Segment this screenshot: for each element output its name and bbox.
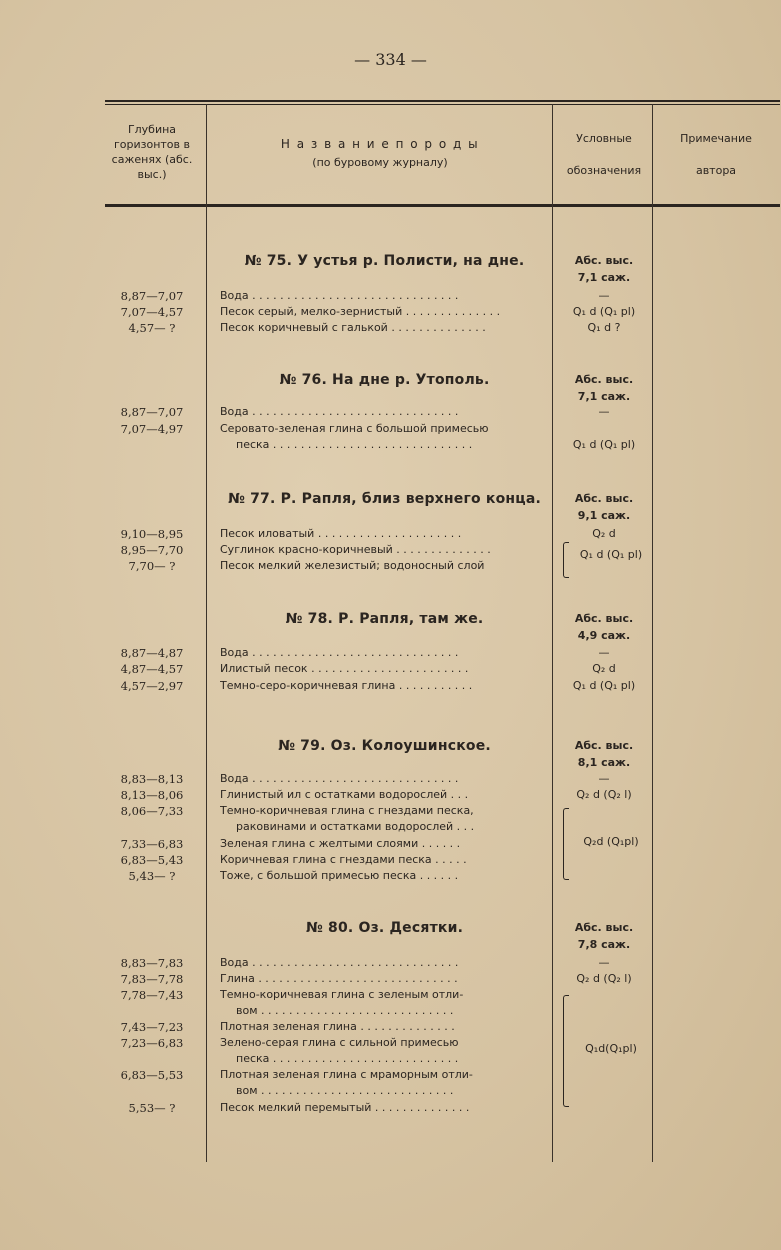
absolute-elevation: 7,1 саж. — [577, 271, 631, 284]
rock-description: Песок коричневый с галькой . . . . . . . . . . . . . . — [220, 321, 486, 334]
depth-range: 7,07—4,97 — [120, 422, 184, 436]
table-row — [0, 1100, 781, 1116]
conventional-symbol: Q₁ d (Q₁ pl) — [572, 438, 636, 451]
conventional-symbol: Q₁ d ? — [587, 321, 621, 334]
header-notes-1: Примечание — [680, 132, 752, 145]
group-symbol: Q₂d (Q₁pl) — [583, 835, 639, 848]
conventional-symbol: Q₂ d — [592, 662, 616, 675]
group-symbol: Q₁ d (Q₁ pl) — [579, 548, 643, 561]
table-row — [0, 1067, 781, 1083]
depth-range: 6,83—5,43 — [120, 853, 184, 867]
rock-description: Песок мелкий перемытый . . . . . . . . . . . . . . — [220, 1101, 470, 1114]
depth-range: 8,06—7,33 — [120, 804, 184, 818]
depth-range: 7,23—6,83 — [120, 1036, 184, 1050]
table-row — [0, 852, 781, 868]
depth-range: 8,87—7,07 — [120, 405, 184, 419]
absolute-elevation: 7,1 саж. — [577, 390, 631, 403]
conventional-symbol: Q₂ d (Q₂ l) — [576, 972, 632, 985]
depth-range: 8,83—8,13 — [120, 772, 184, 786]
absolute-elevation: 7,8 саж. — [577, 938, 631, 951]
table-row — [0, 558, 781, 574]
depth-range: 8,95—7,70 — [120, 543, 184, 557]
rock-description: Коричневая глина с гнездами песка . . . . . — [220, 853, 467, 866]
rock-description: Вода . . . . . . . . . . . . . . . . . . . . . . . . . . . . . . — [220, 956, 459, 969]
absolute-elevation: Абс. выс. — [574, 254, 634, 267]
rock-description: Вода . . . . . . . . . . . . . . . . . . . . . . . . . . . . . . — [220, 646, 459, 659]
header-symbols-2: обозначения — [566, 164, 642, 177]
rock-description: Илистый песок . . . . . . . . . . . . . . . . . . . . . . . — [220, 662, 469, 675]
depth-range: 8,13—8,06 — [120, 788, 184, 802]
depth-range: 4,57—2,97 — [120, 679, 184, 693]
header-symbols-1: Условные — [576, 132, 632, 145]
section-title: № 78. Р. Рапля, там же. — [285, 611, 484, 627]
table-row — [0, 678, 781, 694]
rock-description: Песок серый, мелко-зернистый . . . . . . . . . . . . . . — [220, 305, 501, 318]
table-row — [0, 288, 781, 304]
depth-range: 8,83—7,83 — [120, 956, 184, 970]
rock-description: Плотная зеленая глина с мраморным отли- — [220, 1068, 473, 1081]
depth-range: 7,70— ? — [128, 559, 176, 573]
table-row — [0, 320, 781, 336]
header-depth: Глубина горизонтов в саженях (абс. выс.) — [111, 123, 193, 181]
rock-description: Песок мелкий железистый; водоносный слой — [220, 559, 485, 572]
section-title: № 75. У устья р. Полисти, на дне. — [244, 253, 525, 269]
table-row — [0, 437, 781, 453]
table-row — [0, 819, 781, 835]
table-row — [0, 1035, 781, 1051]
depth-range: 8,87—4,87 — [120, 646, 184, 660]
conventional-symbol: Q₂ d — [592, 527, 616, 540]
header-name-subtitle: (по буровому журналу) — [312, 156, 448, 169]
table-row — [0, 803, 781, 819]
conventional-symbol: Q₁ d (Q₁ pl) — [572, 305, 636, 318]
table-row — [0, 987, 781, 1003]
table-row — [0, 771, 781, 787]
conventional-symbol: — — [598, 405, 610, 418]
depth-range: 4,87—4,57 — [120, 662, 184, 676]
conventional-symbol: Q₂ d (Q₂ l) — [576, 788, 632, 801]
rock-description: Вода . . . . . . . . . . . . . . . . . . . . . . . . . . . . . . — [220, 772, 459, 785]
rock-description: Песок иловатый . . . . . . . . . . . . . . . . . . . . . — [220, 527, 462, 540]
conventional-symbol: — — [598, 646, 610, 659]
depth-range: 5,43— ? — [128, 869, 176, 883]
table-row — [0, 526, 781, 542]
absolute-elevation: Абс. выс. — [574, 373, 634, 386]
table-row — [0, 645, 781, 661]
absolute-elevation: 8,1 саж. — [577, 756, 631, 769]
table-row — [0, 836, 781, 852]
rock-description: Глина . . . . . . . . . . . . . . . . . . . . . . . . . . . . . — [220, 972, 458, 985]
rock-description: Глинистый ил с остатками водорослей . . . — [220, 788, 469, 801]
rock-description: Вода . . . . . . . . . . . . . . . . . . . . . . . . . . . . . . — [220, 405, 459, 418]
group-symbol: Q₁d(Q₁pl) — [585, 1042, 637, 1055]
rock-description: вом . . . . . . . . . . . . . . . . . . . . . . . . . . . . — [236, 1084, 454, 1097]
absolute-elevation: 9,1 саж. — [577, 509, 631, 522]
table-row — [0, 542, 781, 558]
table-row — [0, 1003, 781, 1019]
conventional-symbol: — — [598, 772, 610, 785]
rock-description: песка . . . . . . . . . . . . . . . . . . . . . . . . . . . — [236, 1052, 459, 1065]
header-name-title: Н а з в а н и е п о р о д ы — [280, 137, 480, 151]
rock-description: Плотная зеленая глина . . . . . . . . . . . . . . — [220, 1020, 455, 1033]
rock-description: Темно-коричневая глина с гнездами песка, — [220, 804, 474, 817]
table-row — [0, 421, 781, 437]
depth-range: 6,83—5,53 — [120, 1068, 184, 1082]
table-row — [0, 1083, 781, 1099]
depth-range: 7,83—7,78 — [120, 972, 184, 986]
rock-description: вом . . . . . . . . . . . . . . . . . . . . . . . . . . . . — [236, 1004, 454, 1017]
conventional-symbol: Q₁ d (Q₁ pl) — [572, 679, 636, 692]
rock-description: Темно-коричневая глина с зеленым отли- — [220, 988, 464, 1001]
depth-range: 4,57— ? — [128, 321, 176, 335]
section-title: № 79. Оз. Колоушинское. — [278, 738, 491, 754]
depth-range: 7,78—7,43 — [120, 988, 184, 1002]
header-notes-2: автора — [695, 164, 737, 177]
table-row — [0, 661, 781, 677]
depth-range: 7,07—4,57 — [120, 305, 184, 319]
rock-description: раковинами и остатками водорослей . . . — [236, 820, 475, 833]
rock-description: Вода . . . . . . . . . . . . . . . . . . . . . . . . . . . . . . — [220, 289, 459, 302]
rock-description: песка . . . . . . . . . . . . . . . . . . . . . . . . . . . . . — [236, 438, 473, 451]
table-row — [0, 1019, 781, 1035]
rock-description: Зелено-серая глина с сильной примесью — [220, 1036, 459, 1049]
absolute-elevation: Абс. выс. — [574, 612, 634, 625]
depth-range: 8,87—7,07 — [120, 289, 184, 303]
rock-description: Суглинок красно-коричневый . . . . . . . . . . . . . . — [220, 543, 491, 556]
table-row — [0, 868, 781, 884]
table-row — [0, 304, 781, 320]
depth-range: 7,43—7,23 — [120, 1020, 184, 1034]
section-title: № 80. Оз. Десятки. — [305, 920, 464, 936]
table-row — [0, 787, 781, 803]
depth-range: 9,10—8,95 — [120, 527, 184, 541]
rock-description: Зеленая глина с желтыми слоями . . . . . . — [220, 837, 461, 850]
depth-range: 5,53— ? — [128, 1101, 176, 1115]
conventional-symbol: — — [598, 289, 610, 302]
absolute-elevation: 4,9 саж. — [577, 629, 631, 642]
top-rule — [105, 100, 780, 102]
rock-description: Серовато-зеленая глина с большой примесью — [220, 422, 489, 435]
conventional-symbol: — — [598, 956, 610, 969]
table-row — [0, 1051, 781, 1067]
page-number: — 334 — — [354, 50, 427, 69]
table-row — [0, 955, 781, 971]
section-title: № 76. На дне р. Утополь. — [279, 372, 490, 388]
rock-description: Тоже, с большой примесью песка . . . . . . — [220, 869, 459, 882]
table-row — [0, 971, 781, 987]
absolute-elevation: Абс. выс. — [574, 739, 634, 752]
depth-range: 7,33—6,83 — [120, 837, 184, 851]
section-title: № 77. Р. Рапля, близ верхнего конца. — [227, 491, 542, 507]
rock-description: Темно-серо-коричневая глина . . . . . . . . . . . — [220, 679, 473, 692]
absolute-elevation: Абс. выс. — [574, 921, 634, 934]
table-row — [0, 404, 781, 420]
absolute-elevation: Абс. выс. — [574, 492, 634, 505]
